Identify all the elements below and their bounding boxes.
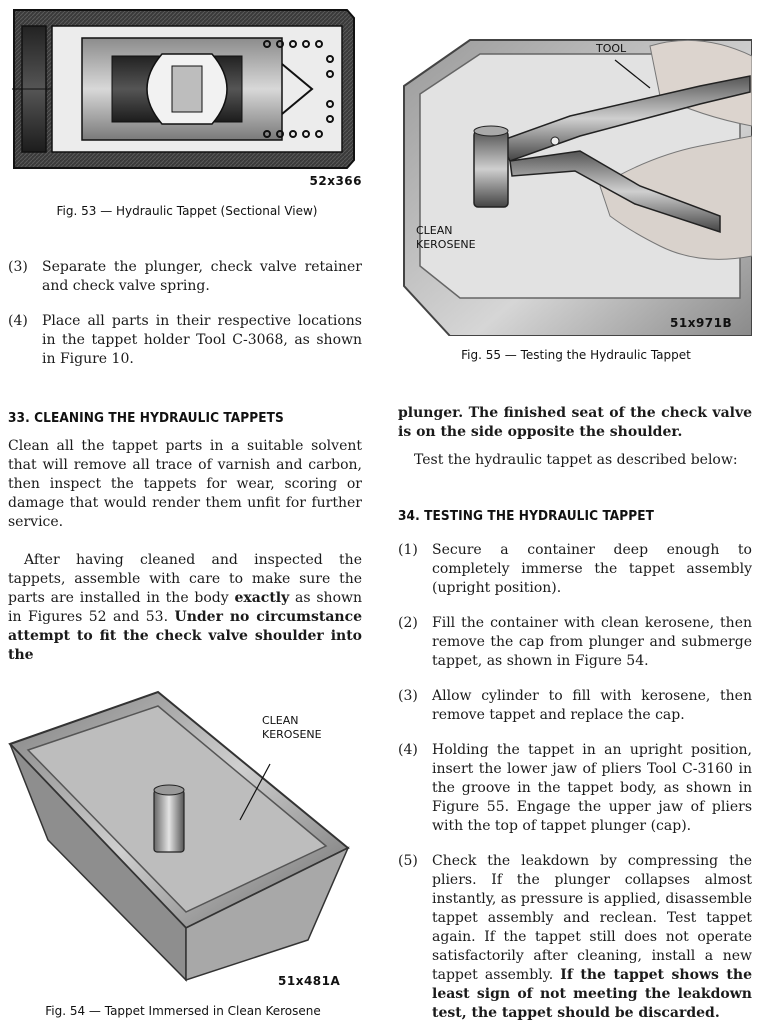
step-item <box>8 258 362 296</box>
figure-54-number: 51x481A <box>278 974 341 988</box>
tool-label: TOOL <box>596 42 627 55</box>
continuation-bold-text: plunger. The finished seat of the check valve is on the side opposite the shoulder. <box>398 405 752 440</box>
test-intro-text: Test the hydraulic tappet as described below: <box>414 452 738 468</box>
step-number: (4) <box>398 742 418 758</box>
tappet-sectional-illustration <box>12 4 362 174</box>
step-text: Place all parts in their respective locations in the tappet holder Tool C-3068, as shown in Figure 10. <box>42 313 362 367</box>
figure-55-number: 51x971B <box>670 316 733 330</box>
step-text: Fill the container with clean kerosene, then remove the cap from plunger and submerge tappet, as shown in Figure 54. <box>432 615 752 669</box>
step-item <box>398 741 752 836</box>
para2-bold-warning: Under no circumstance attempt to fit the check valve shoulder into the <box>8 609 362 663</box>
figure-53 <box>12 4 362 194</box>
section-34-steps <box>398 541 752 1023</box>
clean-label-fig55: CLEAN <box>416 224 453 237</box>
step5-bold-warning: If the tappet shows the least sign of not meeting the leakdown test, the tappet should be discarded. <box>432 967 752 1021</box>
step-text: Holding the tappet in an upright position, insert the lower jaw of pliers Tool C-3160 in the groove in the tappet body, as shown in Figure 55. Engage the upper jaw of pliers with the top of tappet plunger (cap). <box>432 742 752 834</box>
step-text: Allow cylinder to fill with kerosene, then remove tappet and replace the cap. <box>432 688 752 723</box>
kerosene-label-fig55: KEROSENE <box>416 238 476 251</box>
para2-bold-exactly: exactly <box>234 590 290 606</box>
step-text: Secure a container deep enough to completely immerse the tappet assembly (upright position). <box>432 542 752 596</box>
left-steps <box>8 258 362 369</box>
step5-text: Check the leakdown by compressing the pliers. If the plunger collapses almost instantly, as pressure is applied, disassemble tappet assembly and reclean. Test tappet again. If the tappet still does not operate satisfactorily after cleaning, install a new tappet assembly. <box>432 853 752 983</box>
para2-text-b: as shown in Figures 52 and 53. <box>8 590 363 625</box>
step-number: (5) <box>398 853 418 869</box>
figure-54 <box>8 690 358 990</box>
step-text <box>432 852 752 1023</box>
step-number: (3) <box>8 259 28 275</box>
step-item <box>8 312 362 369</box>
figure-54-caption: Fig. 54 — Tappet Immersed in Clean Kerosene <box>45 1004 321 1018</box>
clean-label-fig54: CLEAN <box>262 714 299 727</box>
step-number: (3) <box>398 688 418 704</box>
step-number: (2) <box>398 615 418 631</box>
step-number: (4) <box>8 313 28 329</box>
step-number: (1) <box>398 542 418 558</box>
figure-53-number: 52x366 <box>309 174 362 188</box>
step-text: Separate the plunger, check valve retainer and check valve spring. <box>42 259 362 294</box>
section-33-paragraph-2 <box>8 551 362 665</box>
step-item <box>398 852 752 1023</box>
kerosene-label-fig54: KEROSENE <box>262 728 322 741</box>
section-33-heading: 33. CLEANING THE HYDRAULIC TAPPETS <box>8 410 284 426</box>
figure-55-caption: Fig. 55 — Testing the Hydraulic Tappet <box>461 348 691 362</box>
step-item <box>398 541 752 598</box>
step-item <box>398 687 752 725</box>
section-33-paragraph-1: Clean all the tappet parts in a suitable solvent that will remove all trace of varnish and carbon, then inspect the tappets for wear, scoring or damage that would render them unfit for further service. <box>8 438 362 530</box>
pliers-testing-illustration <box>400 36 752 336</box>
para2-text-a: After having cleaned and inspected the tappets, assemble with care to make sure the parts are installed in the body <box>8 552 362 606</box>
figure-53-caption: Fig. 53 — Hydraulic Tappet (Sectional View) <box>56 204 318 218</box>
step-item <box>398 614 752 671</box>
section-34-heading: 34. TESTING THE HYDRAULIC TAPPET <box>398 508 655 524</box>
figure-55 <box>400 36 752 336</box>
